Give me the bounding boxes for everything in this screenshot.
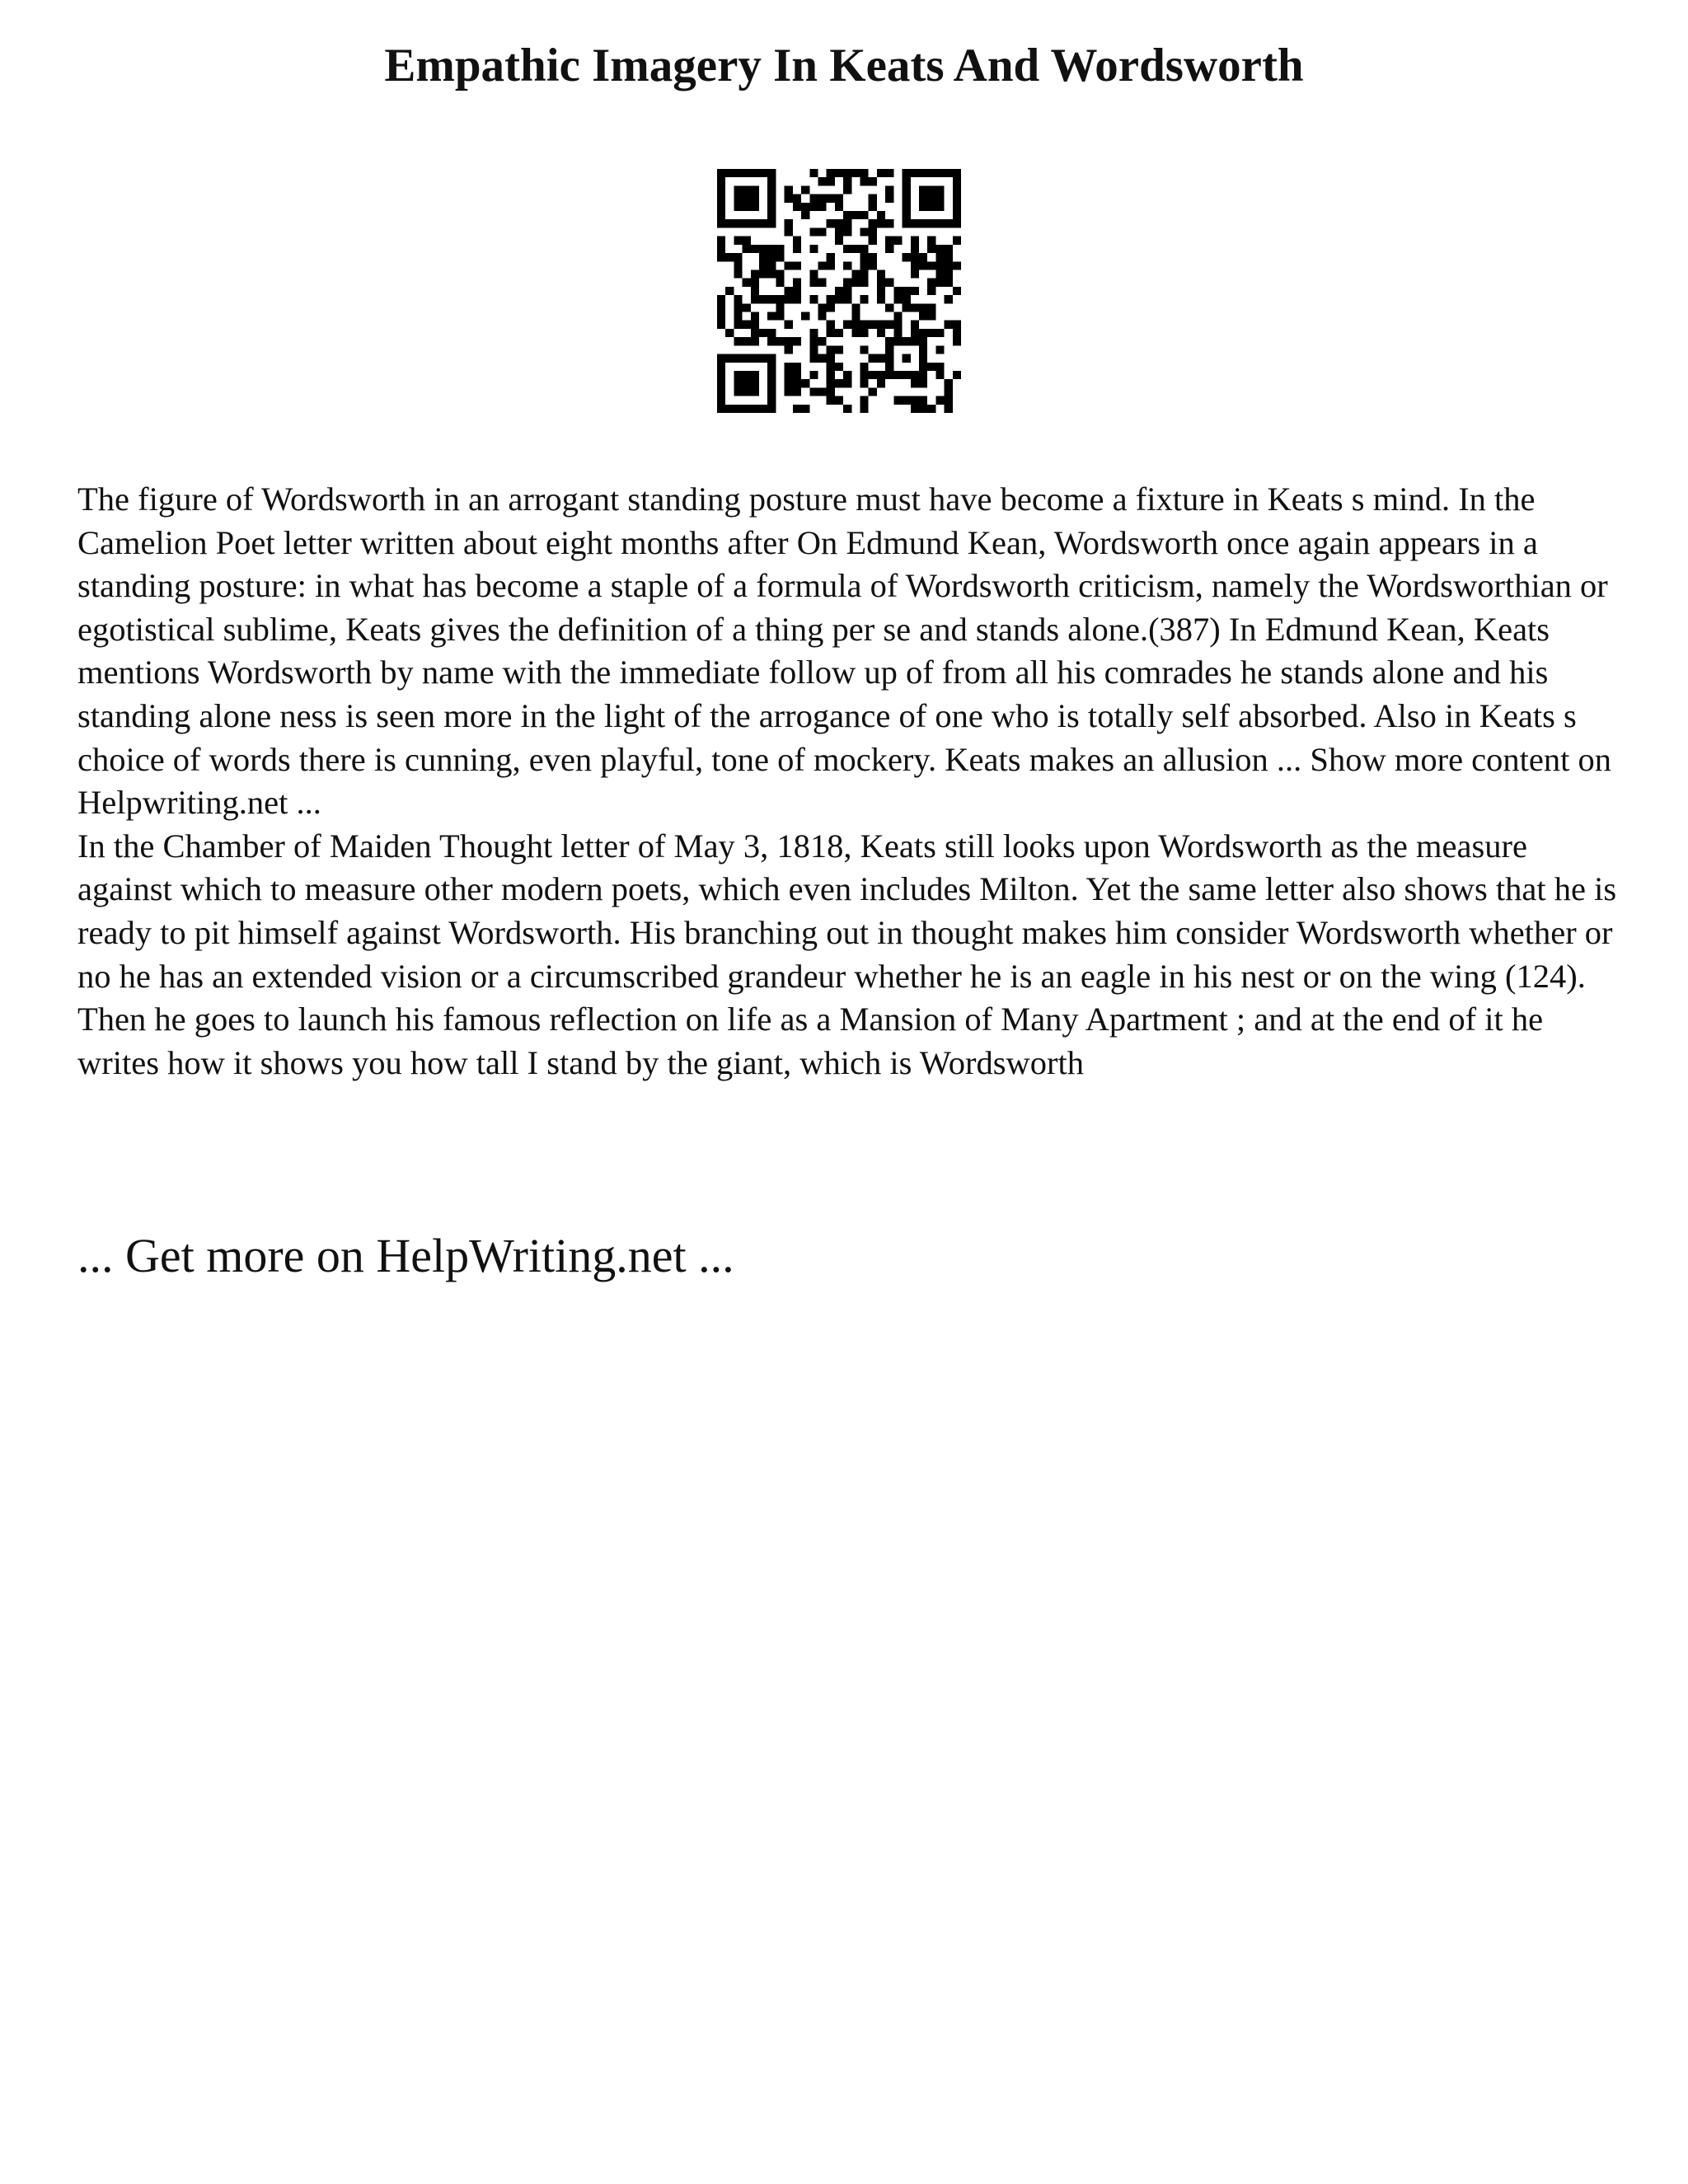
paragraph-2: In the Chamber of Maiden Thought letter of May 3, 1818, Keats still looks upon Wordsworth as the measure against which to measure other modern poets, which even includes Milton. Yet the same letter also shows that he is ready to pit himself against Wordsworth. His branching out in thought makes him consider Wordsworth whether or no he has an extended vision or a circumscribed grandeur whether he is an eagle in his nest or on the wing (124). Then he goes to launch his famous reflection on life as a Mansion of Many Apartment ; and at the end of it he writes how it shows you how tall I stand by the giant, which is Wordsworth xyxy=(77,827,1617,1081)
qr-code-icon xyxy=(717,169,961,413)
document-body xyxy=(77,478,1627,1085)
get-more-link[interactable]: ... Get more on HelpWriting.net ... xyxy=(77,1229,734,1282)
paragraph-1: The figure of Wordsworth in an arrogant standing posture must have become a fixture in Keats s mind. In the Camelion Poet letter written about eight months after On Edmund Kean, Wordsworth once again appears in a standing posture: in what has become a staple of a formula of Wordsworth criticism, namely the Wordsworthian or egotistical sublime, Keats gives the definition of a thing per se and stands alone.(387) In Edmund Kean, Keats mentions Wordsworth by name with the immediate follow up of from all his comrades he stands alone and his standing alone ness is seen more in the light of the arrogance of one who is totally self absorbed. Also in Keats s choice of words there is cunning, even playful, tone of mockery. Keats makes an allusion ... Show more content on Helpwriting.net ... xyxy=(77,480,1612,822)
document-title: Empathic Imagery In Keats And Wordsworth xyxy=(384,40,1304,91)
